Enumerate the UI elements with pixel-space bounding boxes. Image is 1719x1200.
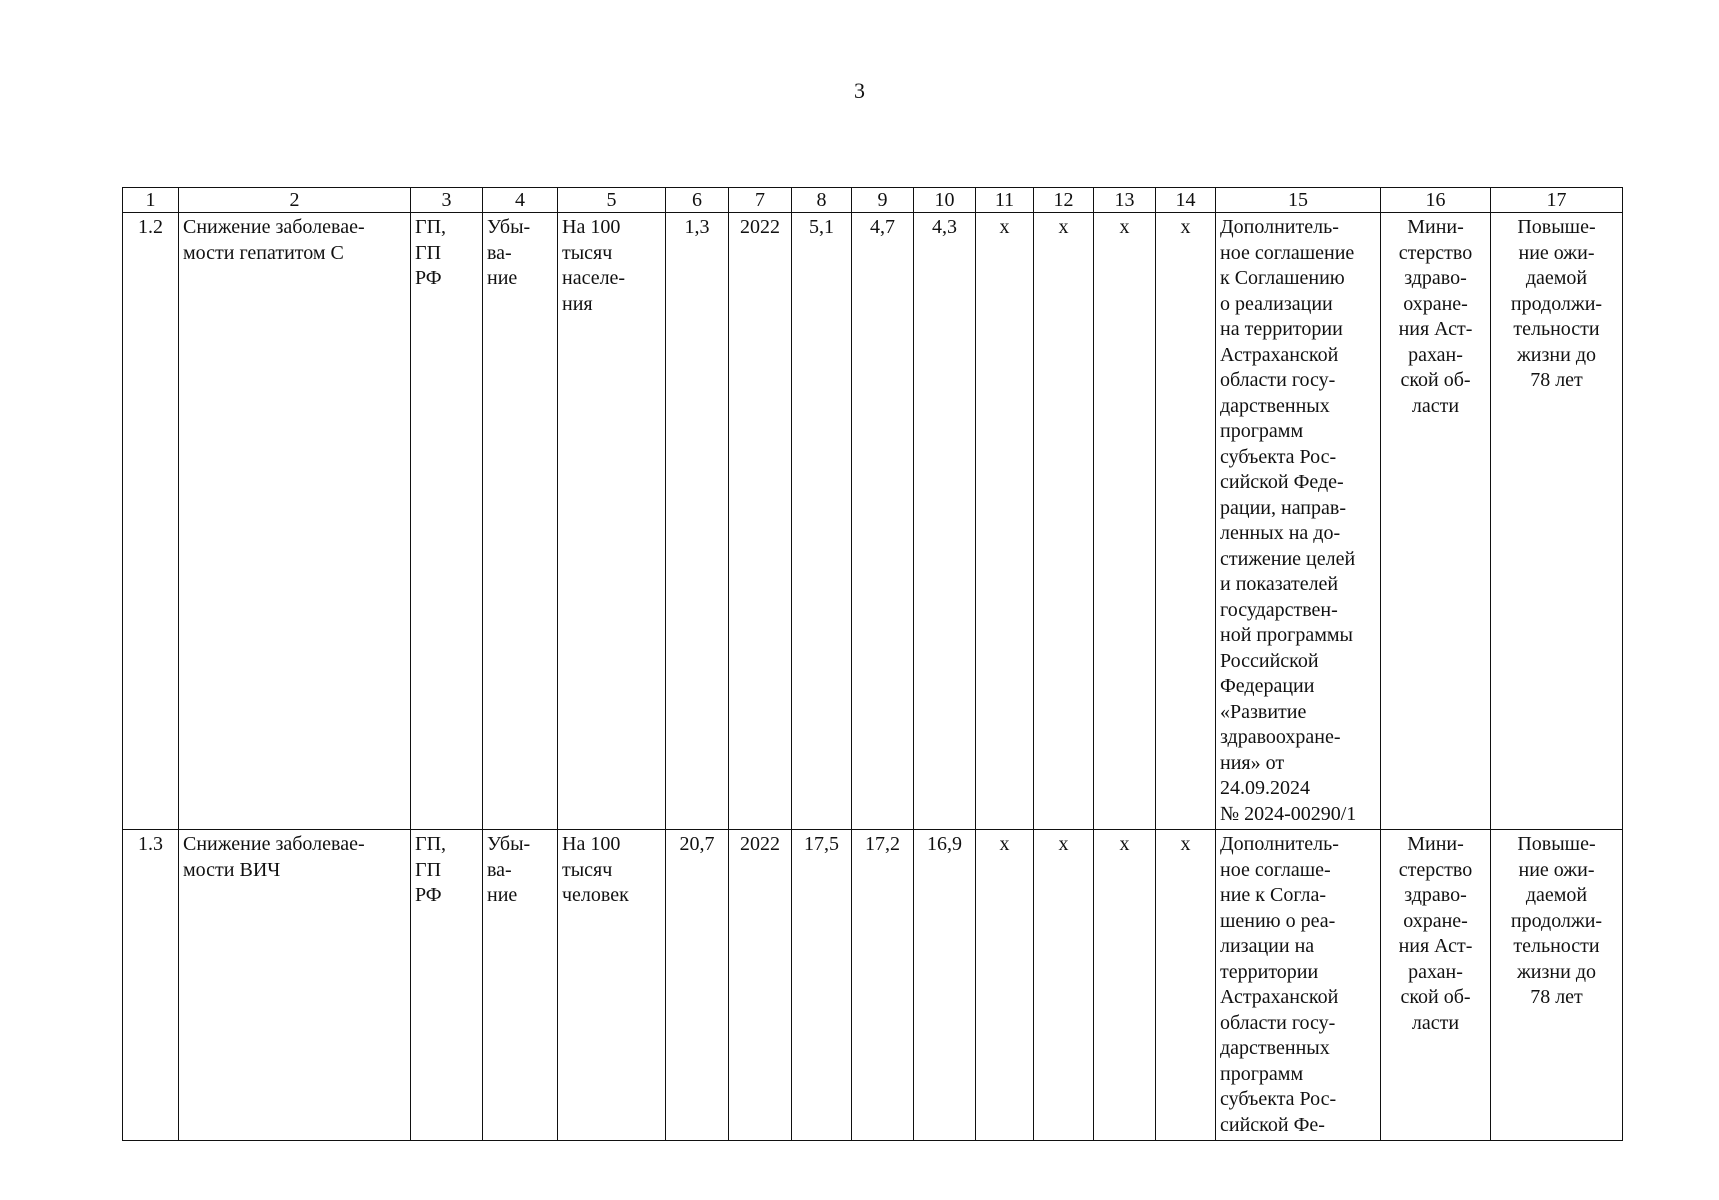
column-header: 14 (1156, 188, 1216, 213)
trend-cell: Убы- ва- ние (483, 830, 558, 1141)
unit-cell: На 100 тысяч человек (558, 830, 666, 1141)
value-cell: х (1034, 830, 1094, 1141)
column-header: 4 (483, 188, 558, 213)
document-reference-cell: Дополнитель- ное соглаше- ние к Согла- шению о реа- лизации на территории Астраханской области госу- дарственных программ субъекта Рос- сийской Фе- (1216, 830, 1381, 1141)
column-header: 13 (1094, 188, 1156, 213)
column-header: 2 (179, 188, 411, 213)
base-year-cell: 2022 (729, 830, 792, 1141)
column-number-row (123, 188, 1623, 213)
indicators-table (122, 187, 1623, 1141)
value-cell: х (1094, 830, 1156, 1141)
level-cell: ГП, ГП РФ (411, 830, 483, 1141)
unit-cell: На 100 тысяч населе- ния (558, 213, 666, 830)
column-header: 7 (729, 188, 792, 213)
indicator-name-cell: Снижение заболевае- мости гепатитом С (179, 213, 411, 830)
column-header: 1 (123, 188, 179, 213)
goal-cell: Повыше- ние ожи- даемой продолжи- тельности жизни до 78 лет (1491, 830, 1623, 1141)
page-number: 3 (854, 78, 865, 103)
value-cell: 16,9 (914, 830, 976, 1141)
column-header: 6 (666, 188, 729, 213)
table-row (123, 213, 1623, 830)
value-cell: х (1034, 213, 1094, 830)
goal-cell: Повыше- ние ожи- даемой продолжи- тельности жизни до 78 лет (1491, 213, 1623, 830)
level-cell: ГП, ГП РФ (411, 213, 483, 830)
value-cell: 5,1 (792, 213, 852, 830)
column-header: 9 (852, 188, 914, 213)
value-cell: х (976, 213, 1034, 830)
value-cell: х (1094, 213, 1156, 830)
row-number-cell: 1.3 (123, 830, 179, 1141)
value-cell: х (1156, 830, 1216, 1141)
value-cell: 4,3 (914, 213, 976, 830)
row-number-cell: 1.2 (123, 213, 179, 830)
responsible-body-cell: Мини- стерство здраво- охране- ния Аст- рахан- ской об- ласти (1381, 213, 1491, 830)
column-header: 17 (1491, 188, 1623, 213)
column-header: 12 (1034, 188, 1094, 213)
column-header: 5 (558, 188, 666, 213)
value-cell: 4,7 (852, 213, 914, 830)
value-cell: х (1156, 213, 1216, 830)
value-cell: 17,2 (852, 830, 914, 1141)
base-year-cell: 2022 (729, 213, 792, 830)
column-header: 10 (914, 188, 976, 213)
base-value-cell: 20,7 (666, 830, 729, 1141)
document-reference-cell: Дополнитель- ное соглашение к Соглашению о реализации на территории Астраханской области госу- дарственных программ субъекта Рос- сийской Феде- рации, направ- ленных на до- стижение целей и показателей государствен- ной программы Российской Федерации «Развитие здравоохране- ния» от 24.09.2024 № 2024-00290/1 (1216, 213, 1381, 830)
column-header: 11 (976, 188, 1034, 213)
table-row (123, 830, 1623, 1141)
value-cell: х (976, 830, 1034, 1141)
column-header: 8 (792, 188, 852, 213)
responsible-body-cell: Мини- стерство здраво- охране- ния Аст- рахан- ской об- ласти (1381, 830, 1491, 1141)
column-header: 15 (1216, 188, 1381, 213)
value-cell: 17,5 (792, 830, 852, 1141)
column-header: 3 (411, 188, 483, 213)
base-value-cell: 1,3 (666, 213, 729, 830)
trend-cell: Убы- ва- ние (483, 213, 558, 830)
column-header: 16 (1381, 188, 1491, 213)
indicator-name-cell: Снижение заболевае- мости ВИЧ (179, 830, 411, 1141)
